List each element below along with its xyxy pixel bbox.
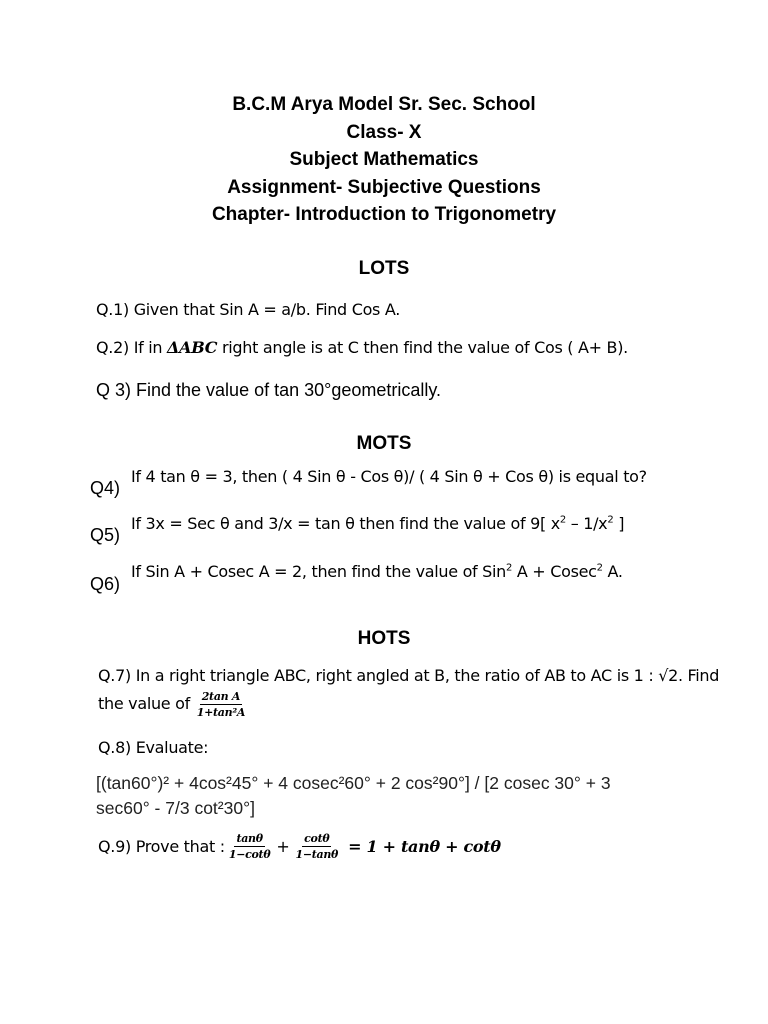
question-9 (98, 832, 501, 861)
fraction-denominator: 1+tan²A (196, 706, 246, 719)
question-4-number: Q4) (90, 478, 121, 498)
question-9-label: Q.9) Prove that : (98, 837, 225, 856)
question-4-text: If 4 tan θ = 3, then ( 4 Sin θ - Cos θ)/ ( 4 Sin θ + Cos θ) is equal to? (131, 467, 647, 486)
fraction-numerator: cotθ (304, 832, 330, 845)
school-name: B.C.M Arya Model Sr. Sec. School (232, 94, 536, 115)
superscript-2: 2 (607, 514, 614, 526)
section-title-hots: HOTS (357, 628, 411, 649)
question-6-part-c: A. (602, 562, 623, 581)
question-5-part-c: ] (613, 514, 625, 533)
superscript-2: 2 (559, 514, 566, 526)
superscript-2: 2 (506, 562, 513, 574)
question-5-part-b: – 1/x (565, 514, 608, 533)
question-5-text (131, 514, 624, 533)
question-5-part-a: If 3x = Sec θ and 3/x = tan θ then find the value of 9[ x (131, 514, 560, 533)
question-8-expression-line-2: sec60° - 7/3 cot²30°] (96, 798, 255, 818)
fraction-2tanA (195, 690, 247, 719)
fraction-denominator: 1−tanθ (295, 848, 339, 861)
question-7-value-of: the value of (98, 694, 195, 713)
chapter-label: Chapter- Introduction to Trigonometry (211, 204, 557, 225)
section-title-mots: MOTS (356, 433, 412, 454)
question-9-rhs: = 1 + tanθ + cotθ (348, 837, 501, 856)
question-1: Q.1) Given that Sin A = a/b. Find Cos A. (96, 300, 401, 319)
fraction-tan-over-1-minus-cot (227, 832, 273, 861)
question-3: Q 3) Find the value of tan 30°geometrically. (96, 380, 442, 400)
assignment-label: Assignment- Subjective Questions (227, 177, 541, 198)
question-2 (96, 338, 628, 357)
question-6-text (131, 562, 623, 581)
superscript-2: 2 (596, 562, 603, 574)
question-6-number: Q6) (90, 574, 121, 594)
fraction-cot-over-1-minus-tan (293, 832, 340, 861)
question-6-part-b: A + Cosec (512, 562, 597, 581)
subject-label: Subject Mathematics (289, 149, 479, 170)
plus-sign: + (276, 837, 290, 856)
question-8-expression-line-1: [(tan60°)² + 4cos²45° + 4 cosec²60° + 2 cos²90°] / [2 cosec 30° + 3 (96, 773, 611, 793)
question-5-number: Q5) (90, 525, 121, 545)
triangle-abc: ΔABC (167, 338, 218, 357)
question-7-line-1: Q.7) In a right triangle ABC, right angled at B, the ratio of AB to AC is 1 : √2. Find (98, 666, 720, 685)
fraction-denominator: 1−cotθ (228, 848, 271, 861)
fraction-numerator: 2tan A (201, 690, 241, 703)
question-2-prefix: Q.2) If in (96, 338, 167, 357)
question-6-part-a: If Sin A + Cosec A = 2, then find the value of Sin (131, 562, 507, 581)
fraction-numerator: tanθ (236, 832, 263, 845)
question-7-line-2 (98, 690, 247, 719)
question-8-label: Q.8) Evaluate: (98, 738, 209, 757)
section-title-lots: LOTS (358, 258, 410, 279)
class-label: Class- X (346, 122, 422, 143)
question-2-suffix: right angle is at C then find the value of Cos ( A+ B). (217, 338, 628, 357)
